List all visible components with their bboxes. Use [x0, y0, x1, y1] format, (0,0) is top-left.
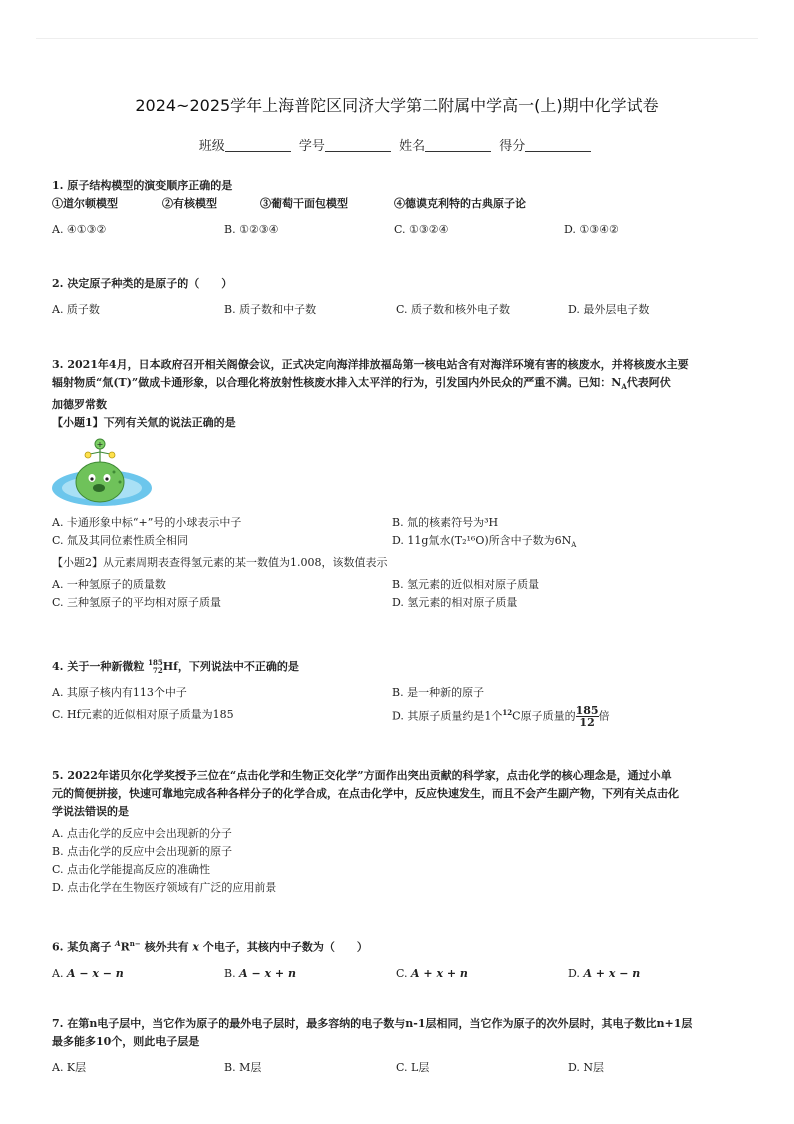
option-d[interactable]: D. 点击化学在生物医疗领域有广泛的应用前景 — [52, 881, 277, 894]
atomic-number: 72 — [153, 666, 163, 675]
tritium-mascot-image — [52, 436, 152, 508]
option-d[interactable]: D. ①③④② — [564, 223, 619, 236]
question-stem-line-1: 7. 在第n电子层中，当它作为原子的最外电子层时，最多容纳的电子数与n-1层相同，当它作为原子的次外层时，其电子数比n+1层 — [52, 1017, 693, 1030]
question-stem-line-1: 5. 2022年诺贝尔化学奖授予三位在“点击化学和生物正交化学”方面作出突出贡献的科学家，点击化学的核心理念是，通过小单 — [52, 769, 672, 782]
option-a[interactable]: A. K层 — [52, 1061, 87, 1074]
ion-mass-number: A — [115, 939, 121, 948]
fraction-denominator: 12 — [579, 716, 595, 730]
question-stem: 2. 决定原子种类的是原子的（ ） — [52, 277, 233, 290]
options-row-1 — [52, 684, 752, 702]
class-blank[interactable] — [225, 138, 291, 152]
option-d[interactable]: D. 最外层电子数 — [568, 303, 650, 316]
question-stem-line-1: 3. 2021年4月，日本政府召开相关阁僚会议，正式决定向海洋排放福岛第一核电站含有对海洋环境有害的核废水，并将核废水主要 — [52, 358, 689, 371]
stem-text: 4. 关于一种新微粒 — [52, 660, 145, 673]
option-d-mid: C原子质量的 — [512, 709, 576, 723]
option-d[interactable] — [392, 532, 576, 554]
option-a[interactable] — [52, 965, 124, 983]
question-stem-line-2: 元的简便拼接，快速可靠地完成各种各样分子的化学合成，在点击化学中，反应快速发生，而且不会产生副产物，下列有关点击化 — [52, 787, 679, 800]
fraction — [576, 705, 599, 728]
question-stem — [52, 658, 752, 676]
option-b[interactable]: B. 点击化学的反应中会出现新的原子 — [52, 845, 233, 858]
option-c[interactable]: C. 质子数和核外电子数 — [396, 303, 511, 316]
formula: A + x + n — [411, 966, 468, 980]
stem-tail: 个电子，其核内中子数为（ ） — [202, 940, 368, 954]
stem-text-tail: 代表阿伏 — [626, 376, 671, 389]
svg-text:+: + — [96, 440, 104, 450]
option-a[interactable]: A. 其原子核内有113个中子 — [52, 686, 187, 699]
student-id-label: 学号 — [298, 139, 325, 154]
option-d-text: D. 其原子质量约是1个 — [392, 709, 503, 723]
question-stem-line-2: 最多能多10个，则此电子层是 — [52, 1035, 200, 1048]
item: ②有核模型 — [162, 197, 217, 210]
option-d[interactable]: D. 氢元素的相对原子质量 — [392, 596, 518, 610]
nuclide-numbers — [148, 659, 163, 675]
top-rule — [36, 38, 758, 39]
options-row — [52, 301, 752, 319]
formula: A + x − n — [583, 966, 641, 980]
option-letter: A. — [52, 966, 64, 980]
question-3 — [52, 356, 752, 612]
formula: A − x + n — [239, 966, 296, 980]
nuclide-symbol: Hf — [162, 660, 178, 673]
question-6 — [52, 935, 752, 983]
question-stem-line-2 — [52, 374, 752, 396]
option-c[interactable]: C. ①③②④ — [394, 223, 449, 236]
stem-text: 辐射物质“氚(T)”做成卡通形象，以合理化将放射性核废水排入太平洋的行为，引发国内外民众的严重不满。已知：N — [52, 376, 622, 389]
option-d-text: D. 11g氚水(T₂¹⁶O)所含中子数为6N — [392, 534, 572, 548]
option-b[interactable]: B. ①②③④ — [224, 223, 279, 236]
question-items — [52, 195, 752, 213]
options-row-1 — [52, 514, 752, 532]
option-a[interactable]: A. 质子数 — [52, 303, 100, 316]
option-b[interactable]: B. 氢元素的近似相对原子质量 — [392, 578, 540, 592]
options-row — [52, 965, 752, 983]
question-4 — [52, 658, 752, 730]
student-info-line — [0, 135, 794, 154]
item: ④德谟克利特的古典原子论 — [394, 197, 526, 210]
option-a[interactable]: A. 卡通形象中标“+”号的小球表示中子 — [52, 516, 242, 530]
carbon-mass-number: 12 — [502, 708, 513, 717]
score-label: 得分 — [499, 139, 526, 154]
stem-mid: 核外共有 — [144, 940, 189, 954]
option-b[interactable] — [224, 965, 296, 983]
page-title: 2024~2025学年上海普陀区同济大学第二附属中学高一(上)期中化学试卷 — [135, 96, 659, 115]
option-a[interactable]: A. 一种氢原子的质量数 — [52, 578, 166, 592]
question-7 — [52, 1015, 752, 1077]
option-letter: C. — [396, 966, 408, 980]
option-d-subscript: A — [571, 541, 577, 550]
option-b[interactable]: B. 是一种新的原子 — [392, 686, 485, 699]
mass-number: 185 — [148, 658, 163, 667]
class-label: 班级 — [198, 139, 225, 154]
option-b[interactable]: B. M层 — [224, 1061, 262, 1074]
stem-text: 6. 某负离子 — [52, 940, 112, 954]
option-c[interactable] — [396, 965, 468, 983]
question-stem — [52, 935, 752, 957]
option-c[interactable]: C. 三种氢原子的平均相对原子质量 — [52, 596, 222, 610]
option-c[interactable]: C. 点击化学能提高反应的准确性 — [52, 863, 211, 876]
options-row — [52, 1059, 752, 1077]
option-d[interactable] — [568, 965, 640, 983]
formula: A − x − n — [66, 966, 124, 980]
question-stem: 1. 原子结构模型的演变顺序正确的是 — [52, 179, 233, 192]
option-a[interactable]: A. ④①③② — [52, 223, 107, 236]
question-5 — [52, 767, 752, 897]
item: ①道尔顿模型 — [52, 197, 118, 210]
option-c[interactable]: C. 氚及其同位素性质全相同 — [52, 534, 189, 548]
stem-text-tail: ，下列说法中不正确的是 — [177, 660, 299, 673]
option-b[interactable]: B. 氚的核素符号为³H — [392, 516, 499, 530]
sub-question-1-label: 【小题1】下列有关氚的说法正确的是 — [52, 416, 236, 430]
question-stem-line-3: 学说法错误的是 — [52, 805, 129, 818]
options-row-4 — [52, 594, 752, 612]
option-letter: D. — [568, 966, 580, 980]
option-a[interactable]: A. 点击化学的反应中会出现新的分子 — [52, 827, 232, 840]
item: ③葡萄干面包模型 — [260, 197, 348, 210]
options-row-2 — [52, 532, 752, 550]
score-blank[interactable] — [525, 138, 591, 152]
question-stem-line-3: 加德罗常数 — [52, 398, 107, 412]
question-2 — [52, 275, 752, 319]
electron-count-var: x — [192, 940, 199, 954]
options-row-3 — [52, 576, 752, 594]
sub-question-2-label: 【小题2】从元素周期表查得氢元素的某一数值为1.008，该数值表示 — [52, 556, 388, 570]
ion-charge: n− — [129, 939, 141, 948]
option-d-tail: 倍 — [598, 709, 610, 723]
options-row — [52, 221, 752, 239]
option-c[interactable]: C. Hf元素的近似相对原子质量为185 — [52, 708, 234, 721]
options-row-2 — [52, 704, 752, 730]
avogadro-subscript: A — [621, 382, 627, 392]
option-d[interactable]: D. N层 — [568, 1061, 605, 1074]
question-1 — [52, 177, 752, 239]
option-letter: B. — [224, 966, 236, 980]
fraction-numerator: 185 — [575, 704, 599, 718]
option-b[interactable]: B. 质子数和中子数 — [224, 303, 317, 316]
option-d[interactable] — [392, 704, 610, 728]
option-c[interactable]: C. L层 — [396, 1061, 430, 1074]
ion-symbol: R — [120, 940, 130, 954]
name-label: 姓名 — [399, 139, 426, 154]
name-blank[interactable] — [425, 138, 491, 152]
student-id-blank[interactable] — [325, 138, 391, 152]
tritium-mascot-icon — [52, 436, 152, 508]
